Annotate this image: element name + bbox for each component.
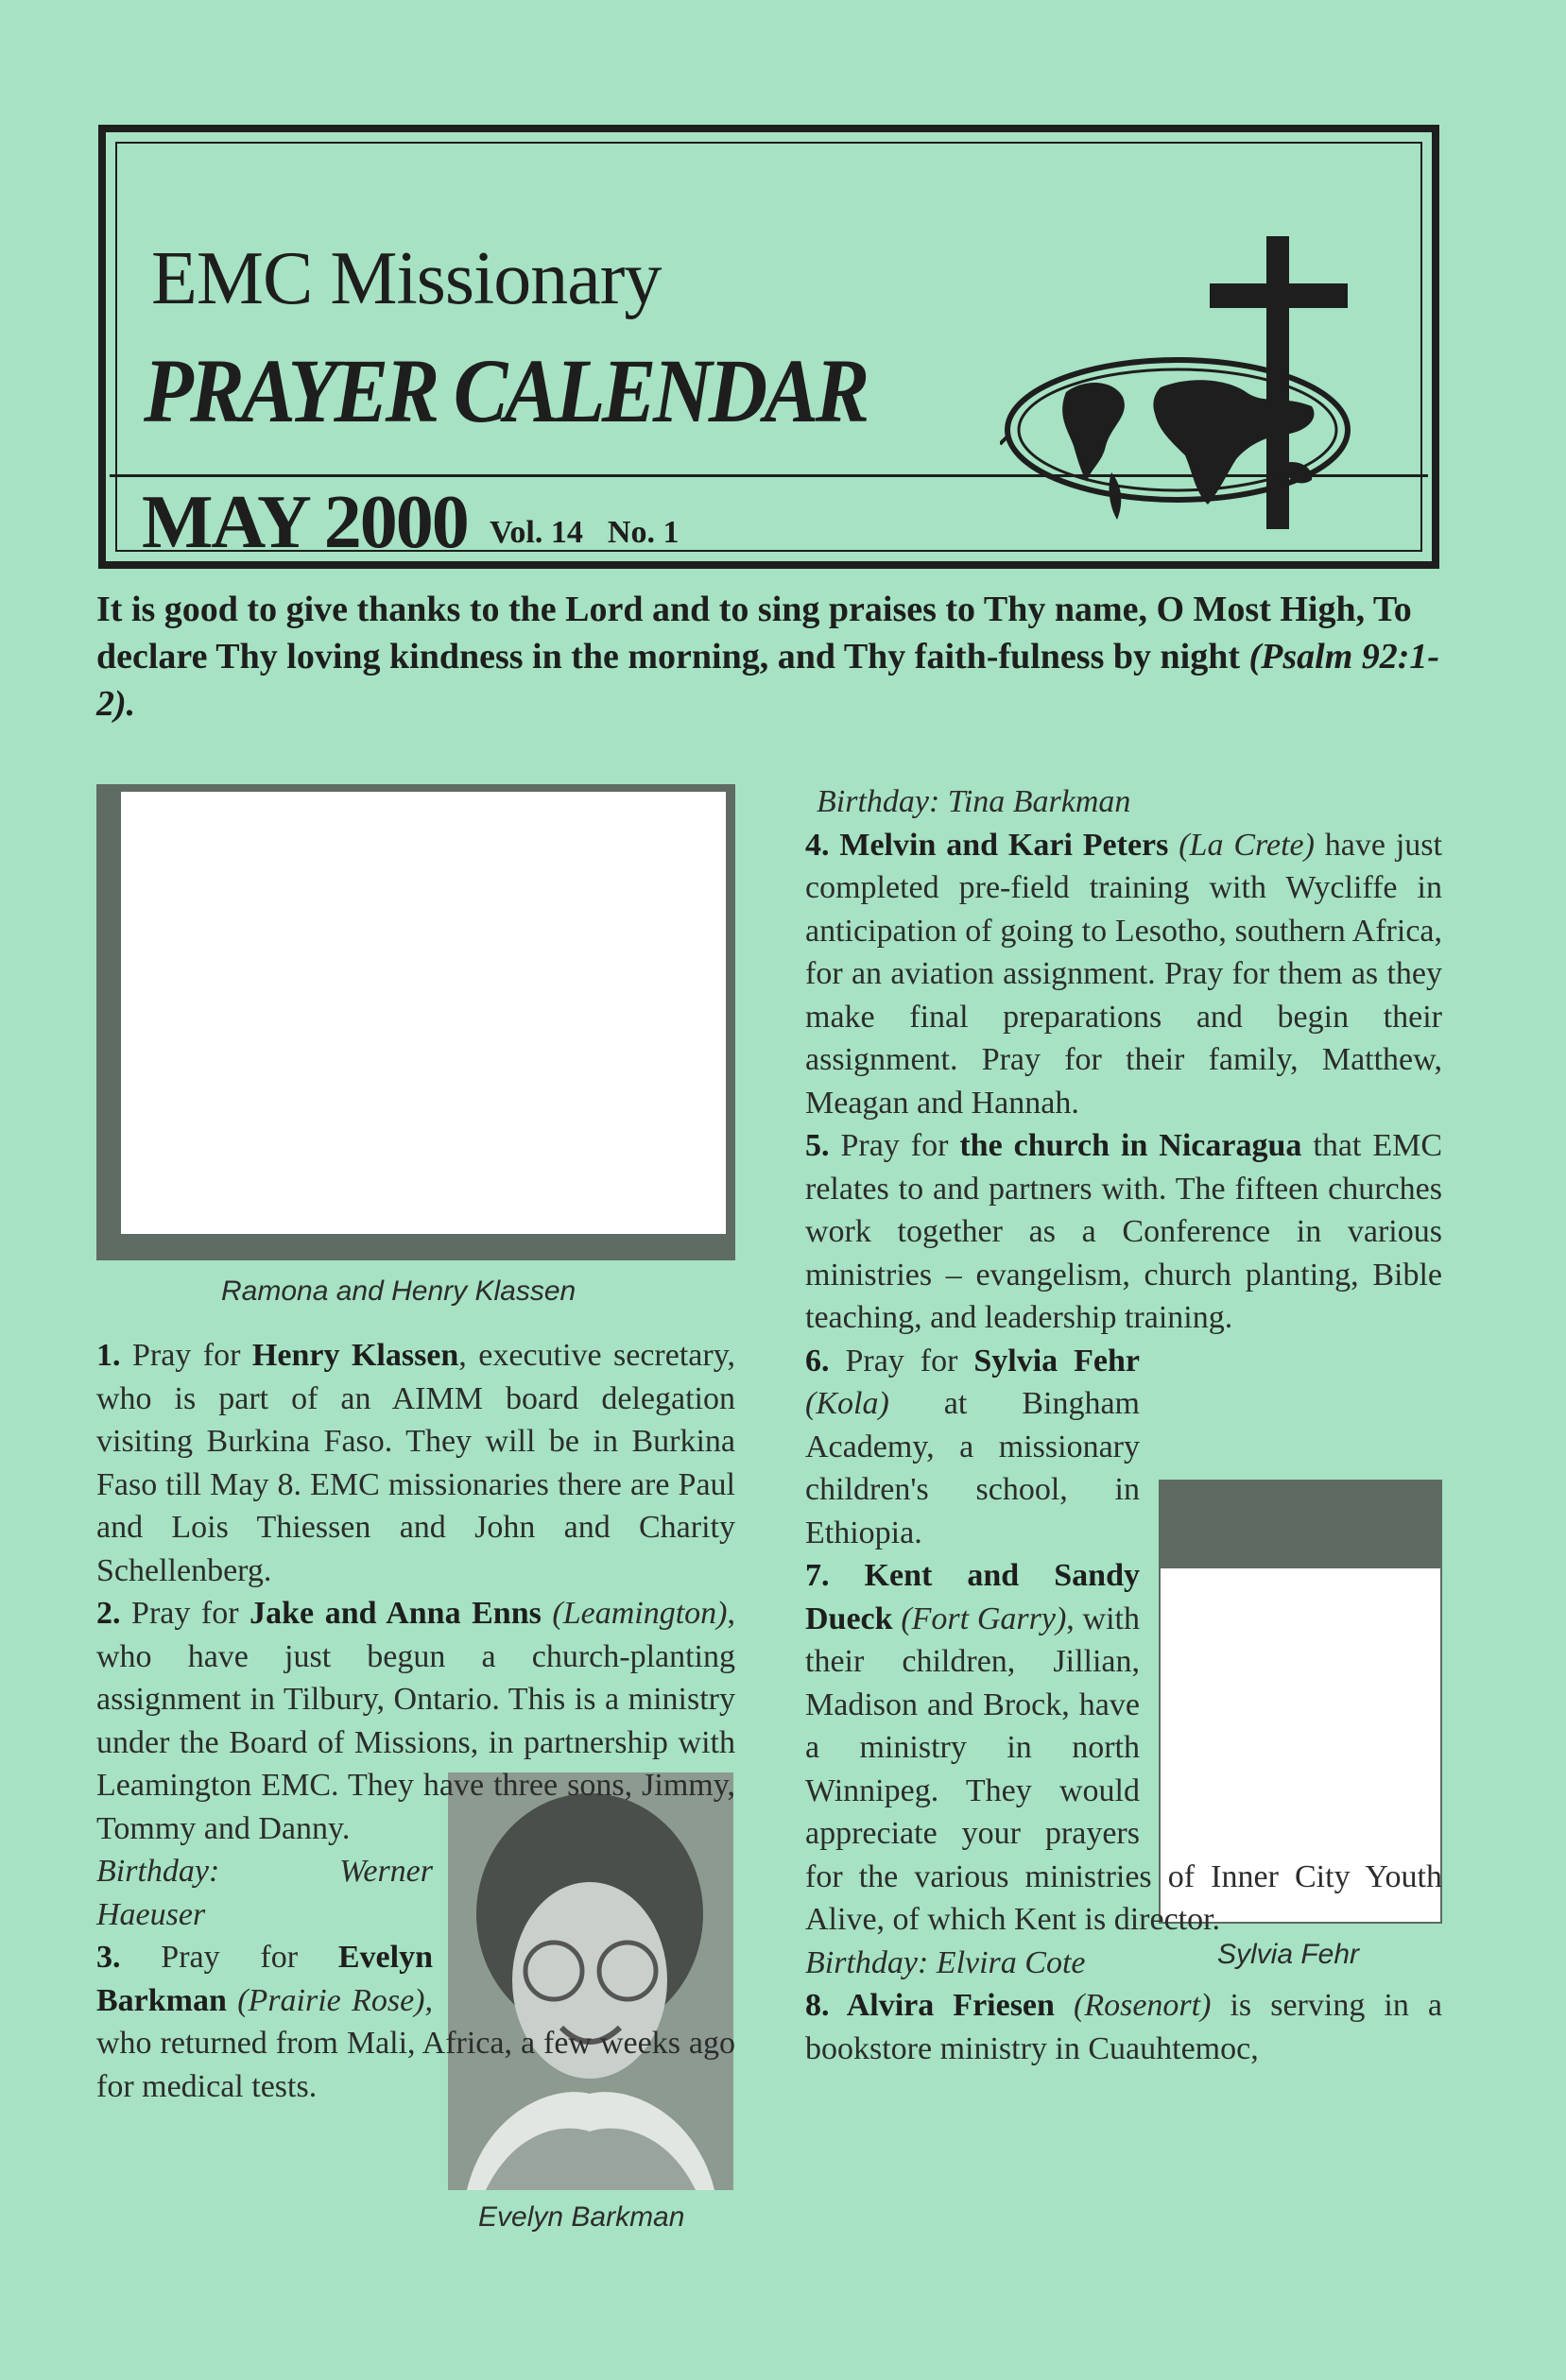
item-number: 5. bbox=[805, 1128, 830, 1163]
item-text: at Bingham Academy, a missionary children's school, in Ethiopia. bbox=[805, 1386, 1140, 1550]
item-name: Henry Klassen bbox=[251, 1338, 459, 1373]
scripture-verse bbox=[96, 586, 1448, 728]
item-name: Kent and Sandy Dueck bbox=[805, 1558, 1140, 1636]
item-text: who returned from Mali, Africa, a few weeks ago for medical tests. bbox=[96, 2026, 735, 2104]
right-column bbox=[805, 780, 1442, 2070]
item-place: (Kola) bbox=[805, 1386, 889, 1421]
sylvia-photo-caption: Sylvia Fehr bbox=[1217, 1939, 1360, 1970]
evelyn-photo-caption: Evelyn Barkman bbox=[478, 2201, 685, 2233]
birthday-text: Birthday: Tina Barkman bbox=[817, 784, 1131, 819]
birthday-7 bbox=[805, 1942, 1442, 1985]
item-place: (Fort Garry) bbox=[892, 1601, 1067, 1636]
verse-reference: (Psalm 92:1-2). bbox=[96, 637, 1440, 724]
item-text: is serving in a bookstore ministry in Cuauhtemoc, bbox=[805, 1988, 1442, 2066]
item-name: Jake and Anna Enns bbox=[250, 1596, 542, 1631]
item-place: (Leamington) bbox=[541, 1596, 728, 1631]
globe-with-cross-icon bbox=[1000, 236, 1378, 539]
prayer-item-1 bbox=[96, 1334, 735, 1592]
left-column bbox=[96, 1334, 735, 2108]
item-place: (La Crete) bbox=[1168, 827, 1315, 863]
item-place: (Prairie Rose), bbox=[226, 1982, 433, 2018]
issue-volume bbox=[490, 515, 703, 551]
verse-text: It is good to give thanks to the Lord and to sing praises to Thy name, O Most High, To declare Thy loving kindness in the morning, and Thy faith-fulness by night bbox=[96, 590, 1412, 676]
item-text: that EMC relates to and partners with. The fifteen churches work together as a Conference in various ministries – evangelism, church planting, Bible teaching, and leadership training. bbox=[805, 1128, 1442, 1335]
item-number: 2. bbox=[96, 1596, 121, 1631]
prayer-item-8 bbox=[805, 1984, 1442, 2070]
prayer-item-5 bbox=[805, 1124, 1442, 1340]
item-text: , executive secretary, who is part of an AIMM board delegation visiting Burkina Faso. They will be in Burkina Faso till May 8. EMC missionaries there are Paul and Lois Thiessen and John and Charity Schellenberg. bbox=[96, 1338, 735, 1588]
birthday-3 bbox=[805, 780, 1442, 824]
item-number: 1. bbox=[96, 1338, 121, 1373]
item-text: , with their children, Jillian, Madison and Brock, have a ministry in north Winnipeg. They would appreciate your prayers for the various ministries of Inner City Youth Alive, of which Kent is director. bbox=[805, 1601, 1442, 1937]
redacted-photo-area bbox=[121, 792, 726, 1234]
prayer-item-4 bbox=[805, 824, 1442, 1125]
item-text: Pray for bbox=[120, 1940, 338, 1975]
birthday-text: Birthday: Elvira Cote bbox=[805, 1944, 1086, 1980]
item-text: Pray for bbox=[120, 1596, 250, 1631]
masthead-subtitle: EMC Missionary bbox=[151, 237, 662, 320]
number-label: No. 1 bbox=[607, 515, 680, 550]
item-text: , who have just begun a church-planting assignment in Tilbury, Ontario. This is a ministry under the Board of Missions, in partnership with Leamington EMC. They have three sons, Jimmy, Tommy and Danny. bbox=[96, 1596, 736, 1846]
item-text: Pray for bbox=[120, 1338, 252, 1373]
masthead-title: PRAYER CALENDAR bbox=[144, 340, 867, 441]
item-text: Pray for bbox=[829, 1128, 960, 1163]
item-place: (Rosenort) bbox=[1054, 1988, 1212, 2023]
klassen-photo-caption: Ramona and Henry Klassen bbox=[221, 1276, 576, 1307]
birthday-text: Birthday: Werner Haeuser bbox=[96, 1854, 433, 1932]
item-number: 8. bbox=[805, 1988, 830, 2023]
item-text: Pray for bbox=[829, 1343, 974, 1378]
item-number: 4. bbox=[805, 827, 830, 863]
item-text: have just completed pre-field training with Wycliffe in anticipation of going to Lesotho, southern Africa, for an aviation assignment. Pray for them as they make final preparations and begin their assignment. Pray for their family, Matthew, Meagan and Hannah. bbox=[805, 827, 1442, 1121]
item-name: Alvira Friesen bbox=[829, 1988, 1055, 2023]
item-name: Melvin and Kari Peters bbox=[829, 827, 1169, 863]
issue-month: MAY 2000 bbox=[142, 481, 468, 564]
volume-label: Vol. 14 bbox=[490, 515, 583, 550]
item-name: Evelyn Barkman bbox=[96, 1940, 433, 2018]
item-name: Sylvia Fehr bbox=[973, 1343, 1141, 1378]
item-number: 6. bbox=[805, 1343, 830, 1378]
klassen-photo bbox=[96, 784, 735, 1260]
item-number: 7. bbox=[805, 1558, 830, 1593]
item-number: 3. bbox=[96, 1940, 121, 1975]
item-name: the church in Nicaragua bbox=[959, 1128, 1302, 1163]
